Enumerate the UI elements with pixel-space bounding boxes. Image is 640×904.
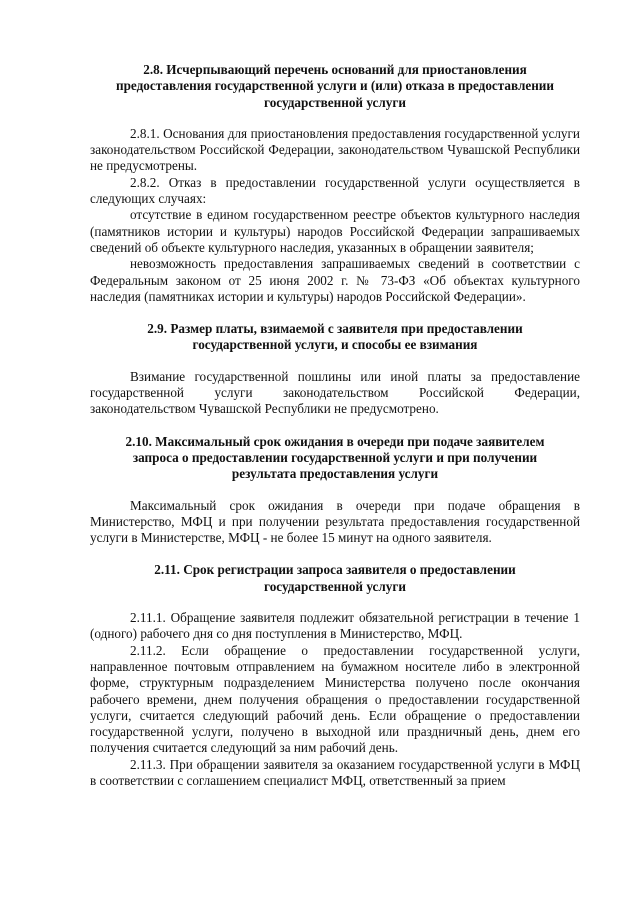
section-heading-2-10: 2.10. Максимальный срок ожидания в очереди при подаче заявителем запроса о предоставлении государственной услуги и при получении результата предоставления услуги	[125, 433, 545, 482]
paragraph-2-8-2-case-2: невозможность предоставления запрашиваемых сведений в соответствии с Федеральным законом от 25 июня 2002 г. № 73-ФЗ «Об объектах культурного наследия (памятниках истории и культуры) народов Российской Федерации».	[90, 256, 580, 304]
paragraph-2-11-2: 2.11.2. Если обращение о предоставлении государственной услуги, направленное почтовым отправлением на бумажном носителе либо в электронной форме, структурным подразделением Министерства получено после окончания рабочего времени, днем получения обращения о предоставлении государственной услуги, считается следующий рабочий день. Если обращение о предоставлении государственной услуги, получено в выходной или праздничный день, днем его получения считается следующий за ним рабочий день.	[90, 642, 580, 756]
paragraph-2-11-3: 2.11.3. При обращении заявителя за оказанием государственной услуги в МФЦ в соответствии с соглашением специалист МФЦ, ответственный за прием	[90, 756, 580, 788]
paragraph-2-8-2: 2.8.2. Отказ в предоставлении государственной услуги осуществляется в следующих случаях:	[90, 174, 580, 207]
section-heading-2-9: 2.9. Размер платы, взимаемой с заявителя при предоставлении государственной услуги, и способы ее взимания	[147, 321, 523, 353]
document-page	[90, 62, 580, 789]
paragraph-2-8-1: 2.8.1. Основания для приостановления предоставления государственной услуги законодательством Российской Федерации, законодательством Чувашской Республики не предусмотрены.	[90, 125, 580, 174]
paragraph-2-9: Взимание государственной пошлины или иной платы за предоставление государственной услуги законодательством Российской Федерации, законодательством Чувашской Республики не предусмотрено.	[90, 368, 580, 417]
section-heading-2-11: 2.11. Срок регистрации запроса заявителя о предоставлении государственной услуги	[154, 562, 516, 594]
section-heading-2-8: 2.8. Исчерпывающий перечень оснований для приостановления предоставления государственной услуги и (или) отказа в предоставлении государственной услуги	[115, 62, 555, 110]
paragraph-2-11-1: 2.11.1. Обращение заявителя подлежит обязательной регистрации в течение 1 (одного) рабочего дня со дня поступления в Министерство, МФЦ.	[90, 610, 580, 642]
paragraph-2-10: Максимальный срок ожидания в очереди при подаче обращения в Министерство, МФЦ и при получении результата предоставления государственной услуги в Министерстве, МФЦ - не более 15 минут на одного заявителя.	[90, 497, 580, 546]
paragraph-2-8-2-case-1: отсутствие в едином государственном реестре объектов культурного наследия (памятников истории и культуры) народов Российской Федерации запрашиваемых сведений об объекте культурного наследия, указанных в обращении заявителя;	[90, 207, 580, 255]
